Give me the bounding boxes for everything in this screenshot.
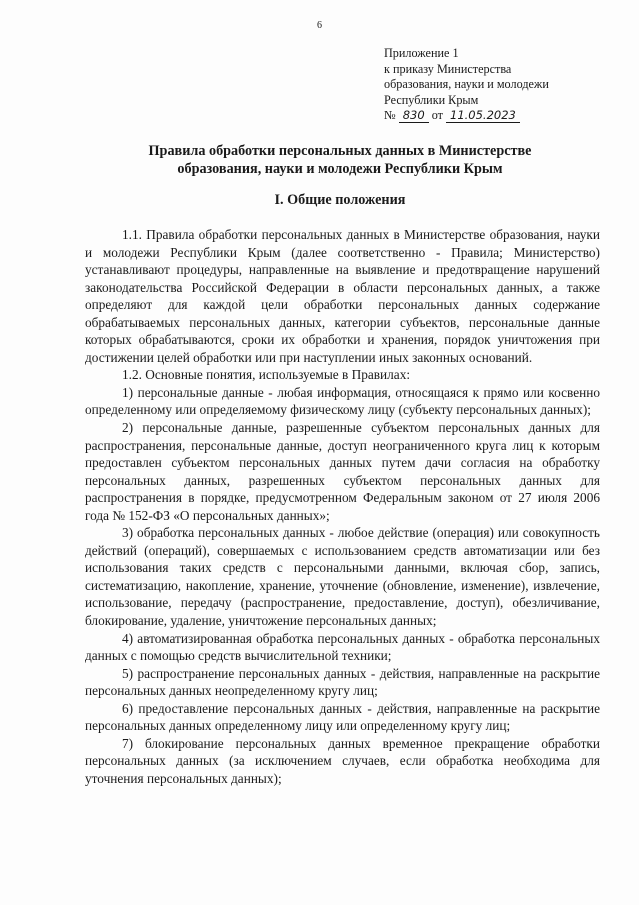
paragraph: 1.1. Правила обработки персональных данных в Министерстве образования, науки и молодежи Республики Крым (далее соответственно - Правила; Министерство) устанавливают процедуры, направленные на выявление и предотвращение нарушений законодательства Российской Федерации в области персональных данных, а также определяют для каждой цели обработки персональных данных содержание обрабатываемых персональных данных, категории субъектов, персональные данные которых обрабатываются, сроки их обработки и хранения, порядок уничтожения при достижении целей обработки или при наступлении иных законных оснований.: [85, 227, 600, 365]
paragraph: 7) блокирование персональных данных временное прекращение обработки персональных данных (за исключением случаев, если обработка необходима для уточнения персональных данных);: [85, 735, 600, 786]
appendix-line: образования, науки и молодежи: [384, 77, 549, 92]
order-number-line: [384, 108, 549, 124]
paragraph: 3) обработка персональных данных - любое действие (операция) или совокупность действий (операций), совершаемых с использованием средств автоматизации или без использования таких средств с персональными данными, включая сбор, запись, систематизацию, накопление, хранение, уточнение (обновление, изменение), извлечение, использование, передачу (распространение, предоставление, доступ), обезличивание, блокирование, удаление, уничтожение персональных данных;: [85, 525, 600, 629]
order-date: 11.05.2023: [446, 108, 520, 123]
page-number: 6: [317, 20, 322, 31]
document-title: [80, 142, 600, 178]
appendix-line: к приказу Министерства: [384, 61, 512, 76]
paragraph: 4) автоматизированная обработка персональных данных - обработка персональных данных с помощью средств вычислительной техники;: [85, 630, 600, 664]
appendix-line: Приложение 1: [384, 46, 459, 60]
appendix-block: [384, 46, 549, 124]
from-label: от: [431, 108, 443, 123]
paragraph: 2) персональные данные, разрешенные субъектом персональных данных для распространения, персональные данные, доступ неограниченного круга лиц к которым предоставлен субъектом персональных данных путем дачи согласия на обработку персональных данных, разрешенных субъектом персональных данных для распространения в порядке, предусмотренном Федеральным законом от 27 июля 2006 года № 152-ФЗ «О персональных данных»;: [85, 420, 600, 523]
title-line: Правила обработки персональных данных в Министерстве: [148, 143, 532, 159]
appendix-line: Республики Крым: [384, 92, 479, 107]
number-sign: №: [384, 108, 396, 123]
paragraph: 1.2. Основные понятия, используемые в Правилах:: [122, 367, 411, 383]
order-number: 830: [399, 108, 429, 123]
paragraph: 6) предоставление персональных данных - действия, направленные на раскрытие персональных данных определенному лицу или определенному кругу лиц;: [85, 700, 600, 734]
section-heading: I. Общие положения: [274, 192, 406, 208]
paragraph: 5) распространение персональных данных - действия, направленные на раскрытие персональных данных неопределенному кругу лиц;: [85, 665, 600, 699]
paragraph: 1) персональные данные - любая информация, относящаяся к прямо или косвенно определенному или определяемому физическому лицу (субъекту персональных данных);: [85, 384, 600, 418]
document-body: [85, 226, 600, 788]
title-line: образования, науки и молодежи Республики Крым: [177, 161, 503, 177]
